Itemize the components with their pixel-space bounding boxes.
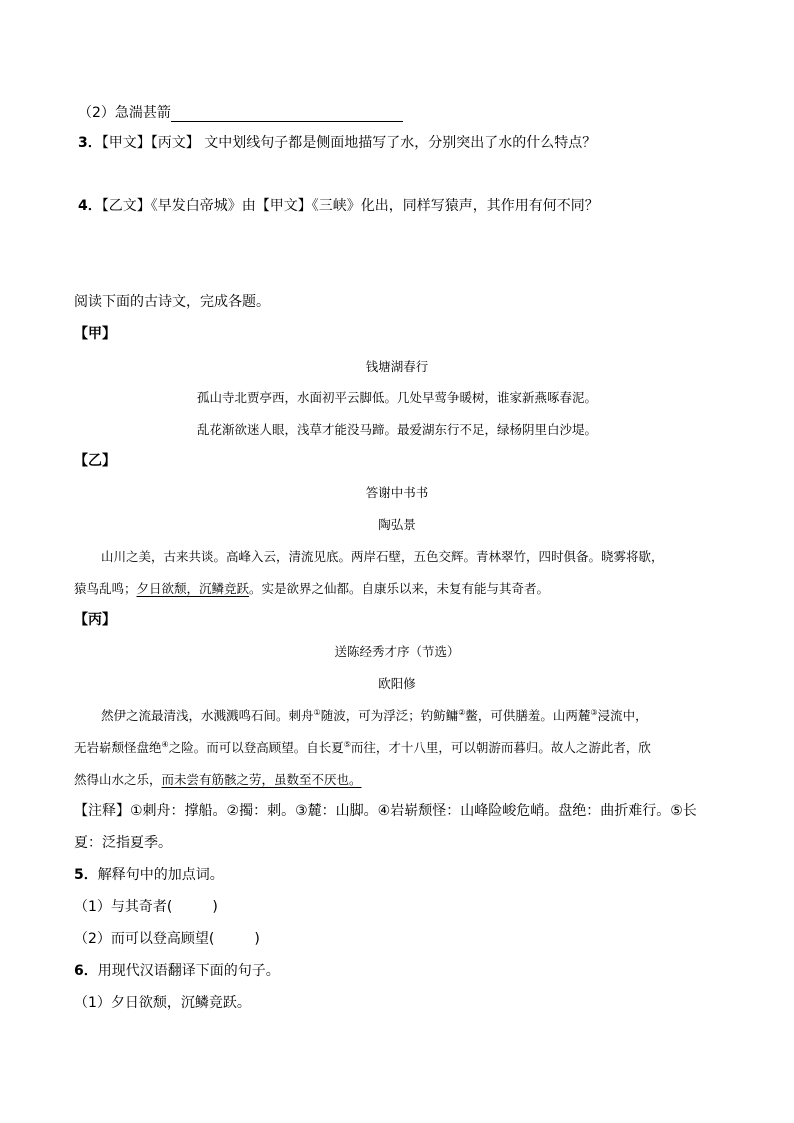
underlined-sentence: 而未尝有筋骸之劳，虽数至不厌也。: [161, 772, 362, 787]
essay-title: 答谢中书书: [365, 485, 429, 500]
reading-intro: 阅读下面的古诗文，完成各题。: [74, 294, 270, 310]
question-5-item-1: （1）与其奇者( ): [74, 899, 218, 915]
paragraph-line: 猿鸟乱鸣；夕日欲颓，沉鳞竞跃。实是欲界之仙都。自康乐以来，未复有能与其奇者。: [74, 581, 550, 596]
poem-line: 乱花渐欲迷人眼，浅草才能没马蹄。最爱湖东行不足，绿杨阴里白沙堤。: [196, 422, 597, 437]
poem-line: 孤山寺北贾亭西，水面初平云脚低。几处早莺争暖树，谁家新燕啄春泥。: [196, 390, 597, 405]
question-3: 3．【甲文】【丙文】 文中划线句子都是侧面地描写了水，分别突出了水的什么特点？: [78, 135, 597, 151]
annotation-line: 【注释】①刺舟：撑船。②擉：刺。③麓：山脚。④岩崭颓怪：山峰险峻危峭。盘绝：曲折难行。⑤长: [74, 803, 697, 819]
paragraph-line: 无岩崭颓怪盘绝④之险。而可以登高顾望。自长夏⑤而往，才十八里，可以朝游而暮归。故人之游此者，欣: [74, 739, 651, 755]
section-jia-label: 【甲】: [74, 326, 116, 342]
essay-title: 送陈经秀才序（节选）: [334, 644, 460, 659]
note-marker: ④: [161, 739, 169, 749]
essay-author: 欧阳修: [378, 676, 416, 691]
essay-author: 陶弘景: [378, 517, 416, 532]
underlined-sentence: 夕日欲颓，沉鳞竞跃: [136, 581, 250, 596]
question-5-item-2: （2）而可以登高顾望( ): [74, 931, 260, 947]
note-marker: ①: [313, 707, 321, 717]
question-2-item-2: （2）急湍甚箭: [78, 104, 403, 122]
paragraph-line: 山川之美，古来共谈。高峰入云，清流见底。两岸石壁，五色交辉。青林翠竹，四时俱备。晓雾将歇，: [101, 549, 664, 564]
question-4: 4．【乙文】《早发白帝城》由【甲文】《三峡》化出，同样写猿声，其作用有何不同？: [78, 198, 599, 214]
answer-blank[interactable]: [171, 107, 403, 122]
paragraph-line: 然伊之流最清浅，水溅溅鸣石间。刺舟①随波，可为浮泛；钓鲂鳙②鳖，可供膳羞。山两麓③浸流中，: [101, 707, 648, 723]
note-marker: ⑤: [343, 739, 351, 749]
question-6-item-1: （1）夕日欲颓，沉鳞竞跃。: [74, 995, 251, 1011]
note-marker: ③: [590, 707, 598, 717]
section-bing-label: 【丙】: [74, 612, 116, 628]
note-marker: ②: [458, 707, 466, 717]
paragraph-line: 然得山水之乐，而未尝有筋骸之劳，虽数至不厌也。: [74, 772, 362, 787]
section-yi-label: 【乙】: [74, 453, 116, 469]
annotation-line: 夏：泛指夏季。: [74, 835, 172, 851]
question-5: 5．解释句中的加点词。: [74, 867, 224, 883]
question-6: 6．用现代汉语翻译下面的句子。: [74, 963, 280, 979]
poem-title: 钱塘湖春行: [365, 359, 429, 374]
